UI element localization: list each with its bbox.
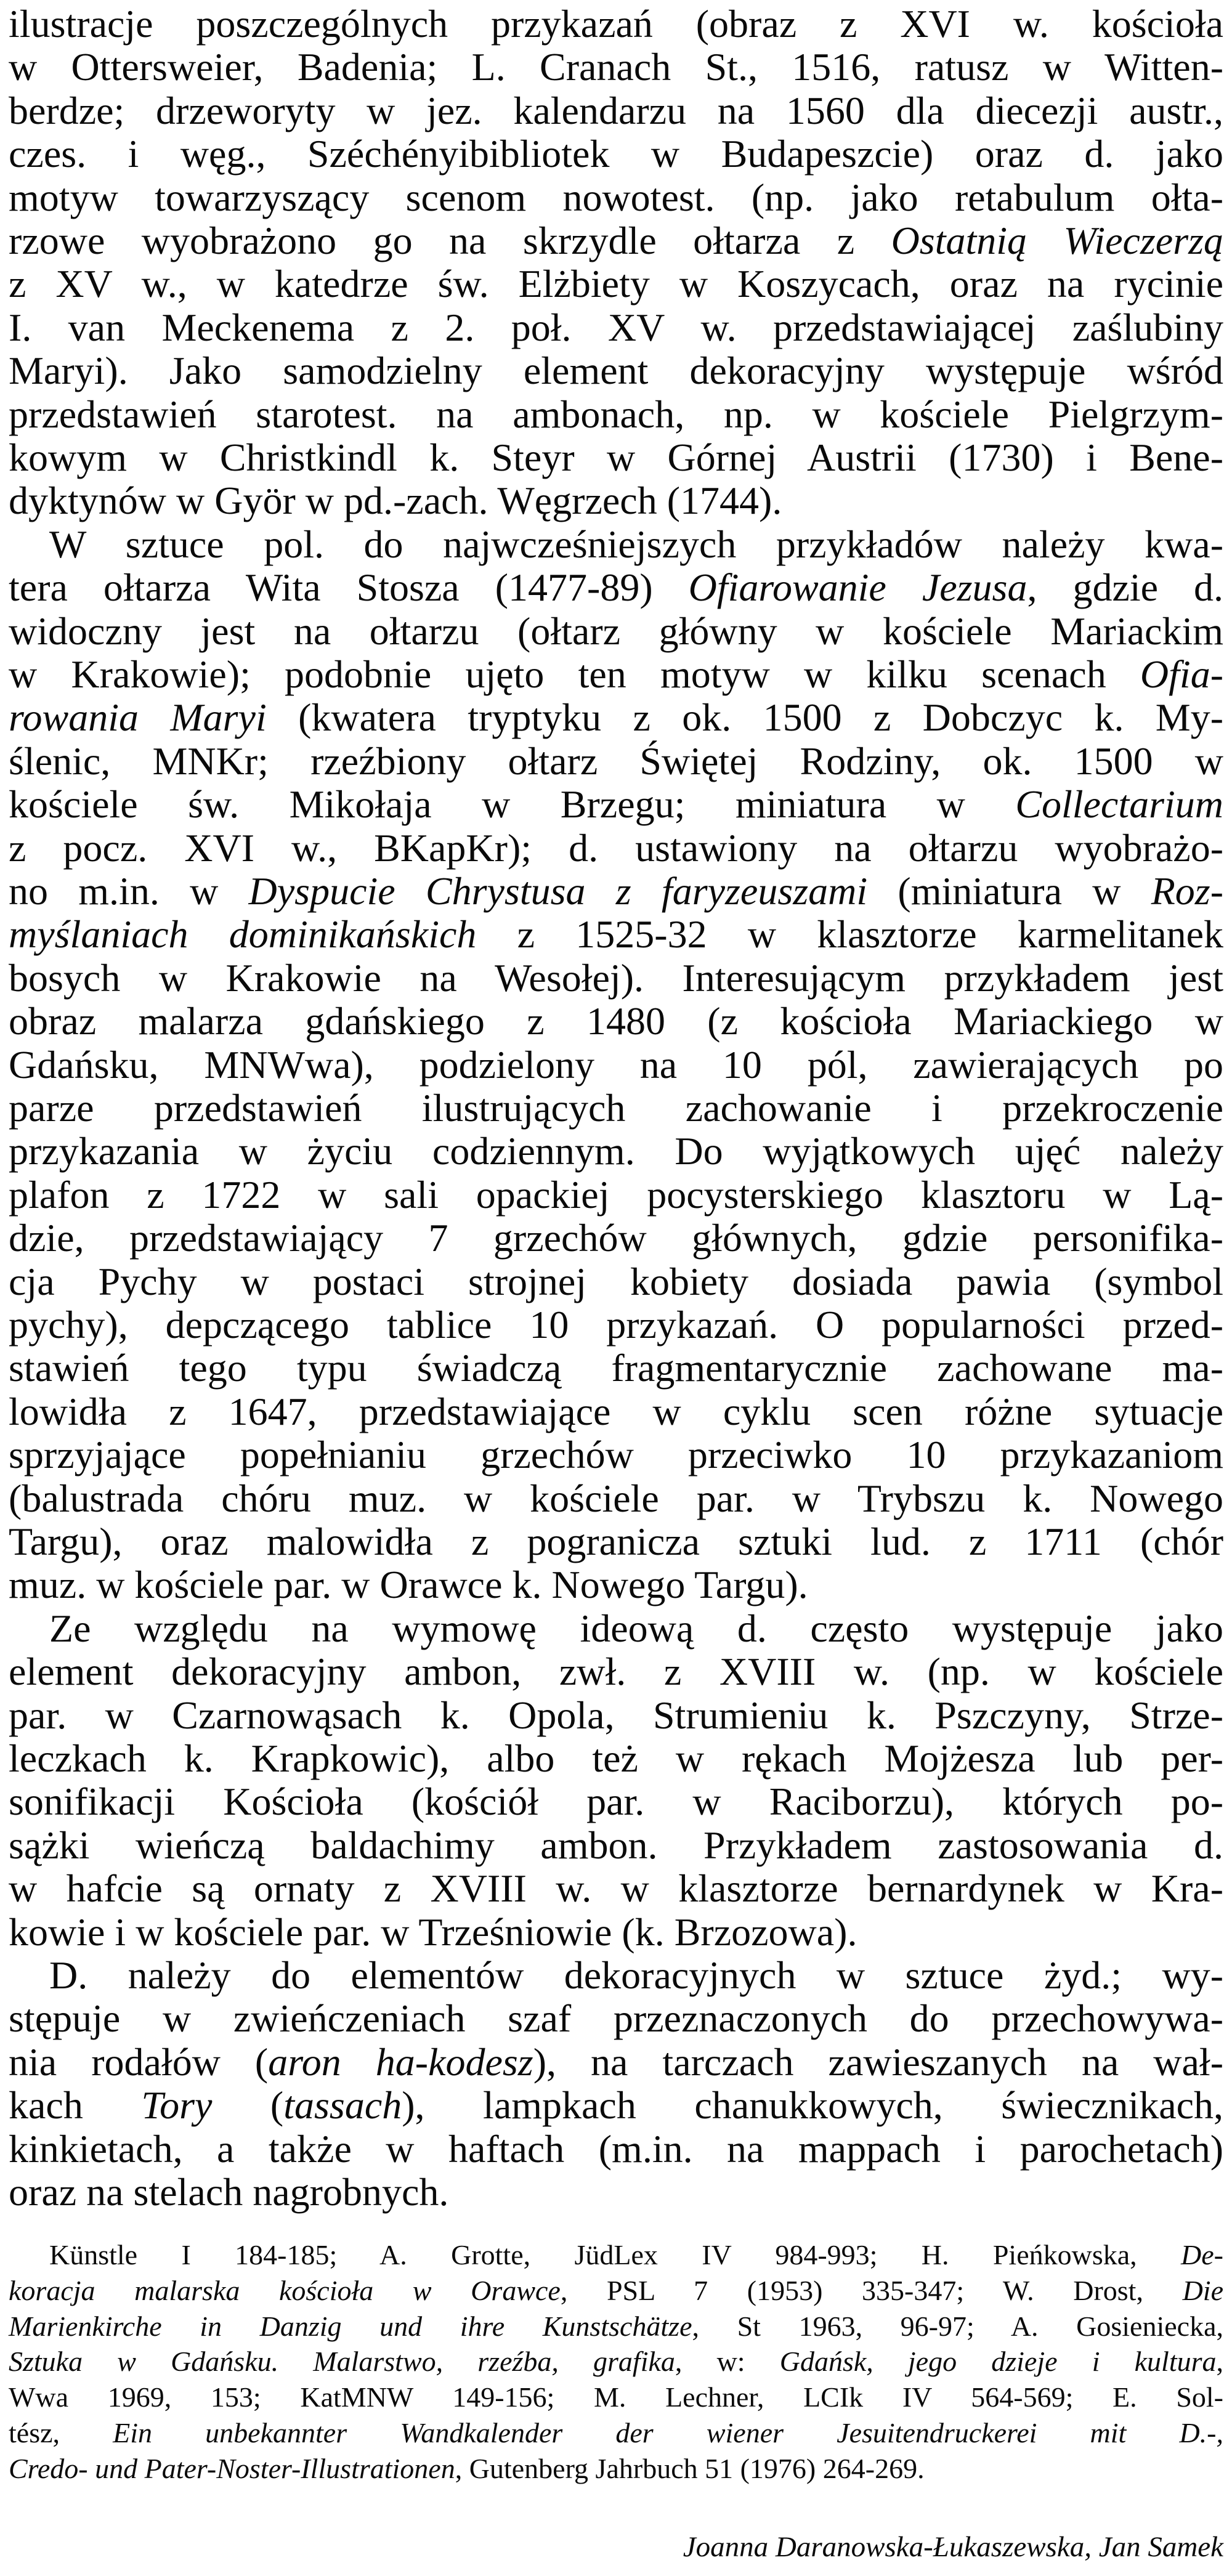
text-line: [9, 827, 1223, 873]
italic-title: rowania Maryi: [9, 695, 267, 740]
text-line: [9, 46, 1223, 92]
text-run: leczkach k. Krapkowic), albo też w rękach Mojżesza lub per-: [9, 1736, 1223, 1780]
text-run: widoczny jest na ołtarzu (ołtarz główny w kościele Mariackim: [9, 609, 1223, 653]
text-run: Ze względu na wymowę ideową d. często występuje jako: [49, 1606, 1223, 1650]
text-run: ), lampkach chanukkowych, świecznikach,: [402, 2083, 1224, 2128]
italic-title: De-: [1181, 2239, 1223, 2270]
text-line: [9, 1997, 1223, 2044]
text-line: [9, 262, 1223, 309]
text-run: pychy), depczącego tablice 10 przykazań. O popularności przed-: [9, 1303, 1223, 1347]
text-line: [9, 957, 1223, 1003]
text-run: motyw towarzyszący scenom nowotest. (np. jako retabulum ołta-: [9, 175, 1223, 219]
italic-title: Die: [1182, 2274, 1223, 2306]
text-line: [9, 1043, 1223, 1090]
text-line: [9, 1000, 1223, 1047]
text-run: nia rodałów (: [9, 2039, 269, 2084]
text-line: [9, 566, 1223, 613]
text-line: [9, 2041, 1223, 2088]
text-line: [9, 1433, 1223, 1480]
text-line: [9, 913, 1223, 960]
text-run: , PSL 7 (1953) 335-347; W. Drost,: [560, 2274, 1183, 2306]
text-run: Künstle I 184-185; A. Grotte, JüdLex IV 984-993; H. Pieńkowska,: [49, 2239, 1181, 2270]
italic-title: Collectarium: [1015, 782, 1223, 827]
italic-title: Ostatnią Wieczerzą: [891, 219, 1223, 262]
text-run: I. van Meckenema z 2. poł. XV w. przedstawiającej zaślubiny: [9, 305, 1223, 349]
text-line: [9, 1173, 1223, 1220]
text-line: [9, 1130, 1223, 1177]
text-run: plafon z 1722 w sali opackiej pocysterskiego klasztoru w Lą-: [9, 1172, 1223, 1217]
text-line: [9, 1563, 1223, 1610]
italic-title: Tory: [141, 2083, 213, 2128]
text-run: (balustrada chóru muz. w kościele par. w Trybszu k. Nowego: [9, 1476, 1223, 1520]
text-line: [9, 1737, 1223, 1784]
text-run: kinkietach, a także w haftach (m.in. na mappach i parochetach): [9, 2126, 1223, 2171]
text-run: par. w Czarnowąsach k. Opola, Strumieniu k. Pszczyny, Strze-: [9, 1693, 1223, 1737]
text-run: (miniatura w: [867, 869, 1151, 913]
text-line: [9, 1911, 1223, 1958]
bibliography-line: [49, 2238, 1223, 2274]
italic-title: Dyspucie Chrystusa z faryzeuszami: [248, 869, 868, 913]
text-run: Wwa 1969, 153; KatMNW 149-156; M. Lechner, LCIk IV 564-569; E. Sol-: [9, 2381, 1223, 2413]
italic-title: Roz-: [1151, 869, 1224, 913]
text-line: [9, 306, 1223, 353]
text-run: tész,: [9, 2417, 113, 2448]
italic-title: Ein unbekannter Wandkalender der wiener Jesuitendruckerei mit D.-,: [113, 2417, 1224, 2448]
text-run: , w:: [675, 2346, 780, 2378]
bibliography-line: [9, 2274, 1223, 2310]
text-line: [49, 1607, 1223, 1654]
text-line: [9, 2, 1223, 49]
text-run: , St 1963, 96-97; A. Gosieniecka,: [692, 2310, 1223, 2342]
text-run: sążki wieńczą baldachimy ambon. Przykładem zastosowania d.: [9, 1823, 1223, 1867]
text-run: no m.in. w: [9, 869, 249, 913]
text-run: z XV w., w katedrze św. Elżbiety w Koszycach, oraz na rycinie: [9, 262, 1223, 306]
text-line: [9, 1347, 1223, 1393]
text-run: obraz malarza gdańskiego z 1480 (z kościoła Mariackiego w: [9, 999, 1223, 1043]
bibliography-line: [9, 2452, 1223, 2488]
bibliography-line: [9, 2416, 1223, 2452]
text-line: [9, 349, 1223, 396]
text-run: (: [212, 2083, 284, 2128]
bibliography-line: [9, 2381, 1223, 2416]
text-run: czes. i węg., Széchényibibliotek w Budapeszcie) oraz d. jako: [9, 132, 1223, 176]
text-run: D. należy do elementów dekoracyjnych w sztuce żyd.; wy-: [49, 1953, 1223, 1997]
text-run: z pocz. XVI w., BKapKr); d. ustawiony na ołtarzu wyobrażo-: [9, 825, 1223, 870]
text-line: [9, 1694, 1223, 1741]
italic-title: tassach: [283, 2083, 402, 2128]
text-run: ślenic, MNKr; rzeźbiony ołtarz Świętej Rodziny, ok. 1500 w: [9, 739, 1223, 783]
text-line: [9, 1477, 1223, 1524]
text-run: berdze; drzeworyty w jez. kalendarzu na 1560 dla diecezji austr.,: [9, 88, 1223, 132]
text-run: przykazania w życiu codziennym. Do wyjątkowych ujęć należy: [9, 1129, 1223, 1173]
text-run: , gdzie d.: [1027, 565, 1224, 610]
italic-title: aron ha-kodesz: [268, 2039, 533, 2084]
text-run: rzowe wyobrażono go na skrzydle ołtarza z: [9, 219, 891, 262]
text-run: dzie, przedstawiający 7 grzechów głównych, gdzie personifika-: [9, 1216, 1223, 1260]
text-run: w hafcie są ornaty z XVIII w. w klasztorze bernardynek w Kra-: [9, 1866, 1223, 1911]
text-line: [9, 89, 1223, 136]
text-run: kościele św. Mikołaja w Brzegu; miniatura w: [9, 782, 1016, 827]
text-line: [9, 610, 1223, 657]
italic-title: koracja malarska kościoła w Orawce: [9, 2274, 561, 2306]
text-line: [9, 2171, 1223, 2218]
text-run: ,: [1216, 2346, 1223, 2378]
text-line: [9, 176, 1223, 223]
italic-title: Sztuka w Gdańsku. Malarstwo, rzeźba, grafika: [9, 2346, 675, 2378]
text-run: w Ottersweier, Badenia; L. Cranach St., 1516, ratusz w Witten-: [9, 45, 1223, 89]
text-line: [49, 523, 1223, 570]
text-run: oraz na stelach nagrobnych.: [9, 2170, 449, 2214]
text-run: (kwatera tryptyku z ok. 1500 z Dobczyc k. My-: [266, 695, 1224, 740]
text-run: , Gutenberg Jahrbuch 51 (1976) 264-269.: [455, 2452, 925, 2484]
italic-title: myślaniach dominikańskich: [9, 912, 477, 957]
text-line: [9, 479, 1223, 526]
text-run: Targu), oraz malowidła z pogranicza sztuki lud. z 1711 (chór: [9, 1520, 1223, 1563]
text-line: [9, 1867, 1223, 1914]
text-line: [9, 783, 1223, 830]
text-run: Gdańsku, MNWwa), podzielony na 10 pól, zawierających po: [9, 1042, 1223, 1087]
text-line: [9, 1824, 1223, 1871]
text-run: parze przedstawień ilustrujących zachowanie i przekroczenie: [9, 1086, 1223, 1130]
text-line: [49, 1954, 1223, 2001]
text-run: przedstawień starotest. na ambonach, np. w kościele Pielgrzym-: [9, 392, 1223, 436]
text-run: kowie i w kościele par. w Trześniowie (k. Brzozowa).: [9, 1910, 857, 1954]
bibliography-line: [9, 2310, 1223, 2346]
text-line: [9, 653, 1223, 700]
text-run: element dekoracyjny ambon, zwł. z XVIII w. (np. w kościele: [9, 1650, 1223, 1694]
text-line: [9, 436, 1223, 483]
text-line: [9, 1520, 1223, 1567]
text-run: muz. w kościele par. w Orawce k. Nowego Targu).: [9, 1563, 808, 1607]
italic-title: Credo- und Pater-Noster-Illustrationen: [9, 2452, 455, 2484]
text-line: [9, 870, 1223, 917]
italic-title: Ofiarowanie Jezusa: [688, 565, 1027, 610]
text-line: [9, 1650, 1223, 1697]
text-line: [9, 132, 1223, 179]
text-run: z 1525-32 w klasztorze karmelitanek: [476, 912, 1223, 957]
text-run: ), na tarczach zawieszanych na wał-: [533, 2039, 1223, 2084]
text-run: w Krakowie); podobnie ujęto ten motyw w kilku scenach: [9, 652, 1140, 696]
text-run: kowym w Christkindl k. Steyr w Górnej Austrii (1730) i Bene-: [9, 435, 1223, 479]
text-run: bosych w Krakowie na Wesołej). Interesującym przykładem jest: [9, 955, 1223, 1000]
text-line: [9, 393, 1223, 440]
text-run: W sztuce pol. do najwcześniejszych przykładów należy kwa-: [49, 522, 1223, 566]
bibliography-line: [9, 2345, 1223, 2381]
text-line: [9, 1217, 1223, 1263]
text-run: lowidła z 1647, przedstawiające w cyklu scen różne sytuacje: [9, 1389, 1223, 1433]
italic-title: Marienkirche in Danzig und ihre Kunstschätze: [9, 2310, 692, 2342]
text-line: [9, 2084, 1223, 2131]
text-run: kach: [9, 2083, 142, 2128]
text-run: ilustracje poszczególnych przykazań (obraz z XVI w. kościoła: [9, 2, 1223, 46]
text-run: stawień tego typu świadczą fragmentarycznie zachowane ma-: [9, 1346, 1223, 1390]
text-line: [9, 740, 1223, 787]
text-run: tera ołtarza Wita Stosza (1477-89): [9, 565, 689, 610]
text-line: [9, 1780, 1223, 1827]
text-run: cja Pychy w postaci strojnej kobiety dosiada pawia (symbol: [9, 1259, 1223, 1303]
text-run: stępuje w zwieńczeniach szaf przeznaczonych do przechowywa-: [9, 1996, 1223, 2041]
text-line: [9, 219, 1223, 266]
text-line: [9, 1260, 1223, 1307]
authors-signature: Joanna Daranowska-Łukaszewska, Jan Samek: [683, 2531, 1223, 2563]
text-run: dyktynów w Györ w pd.-zach. Węgrzech (1744).: [9, 479, 782, 523]
text-line: [9, 696, 1223, 743]
text-line: [9, 2128, 1223, 2174]
text-line: [9, 1303, 1223, 1350]
text-line: [9, 1087, 1223, 1133]
text-run: Maryi). Jako samodzielny element dekoracyjny występuje wśród: [9, 349, 1223, 393]
text-run: sonifikacji Kościoła (kościół par. w Raciborzu), których po-: [9, 1780, 1223, 1824]
text-line: [9, 1390, 1223, 1437]
italic-title: Ofia-: [1140, 652, 1223, 696]
text-run: sprzyjające popełnianiu grzechów przeciwko 10 przykazaniom: [9, 1433, 1223, 1477]
italic-title: Gdańsk, jego dzieje i kultura: [779, 2346, 1217, 2378]
